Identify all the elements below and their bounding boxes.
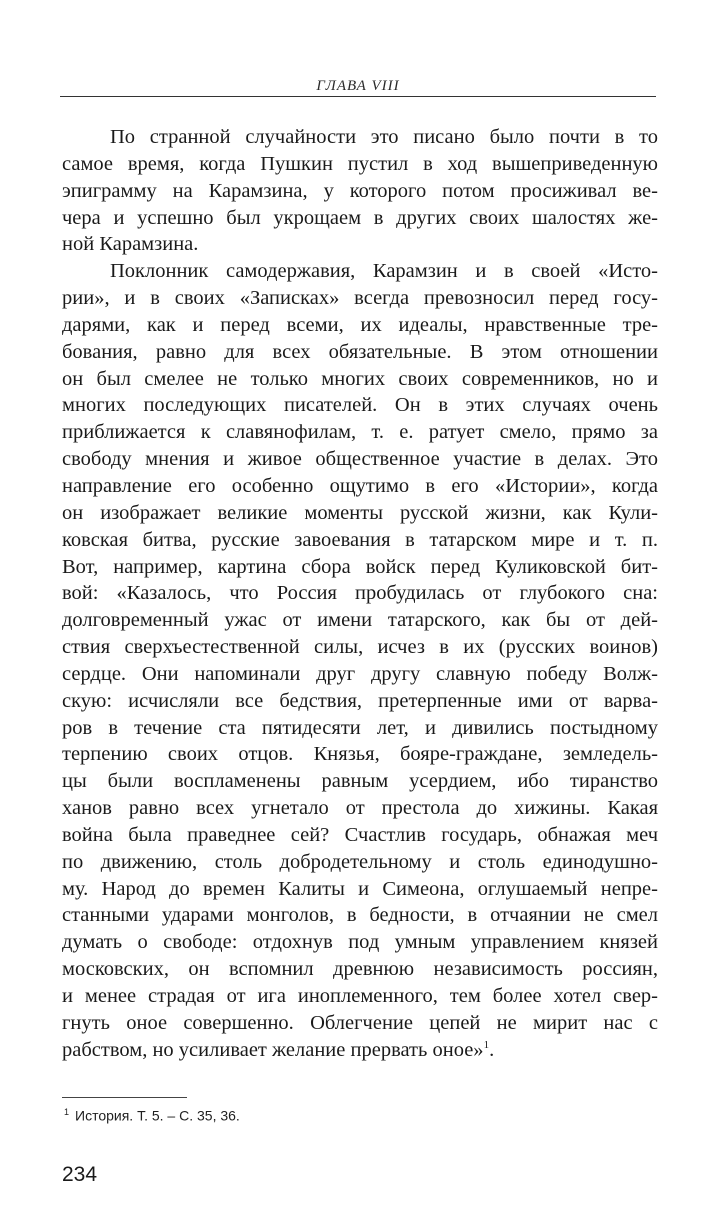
text-line: и менее страдая от ига иноплеменного, тем более хотел свер-: [62, 985, 658, 1007]
text-line: рии», и в своих «Записках» всегда превозносил перед госу-: [62, 287, 658, 310]
text-line: му. Народ до времен Калиты и Симеона, оглушаемый непре-: [62, 877, 658, 900]
final-line-text: рабством, но усиливает желание прервать оное»: [62, 1038, 484, 1061]
text-line: ханов равно всех угнетало от престола до хижины. Какая: [62, 797, 658, 820]
text-line: чера и успешно был укрощаем в других своих шалостях же-: [62, 206, 658, 229]
text-line-final: рабством, но усиливает желание прервать оное»$^1$.: [62, 1038, 495, 1061]
text-line: вой: «Казалось, что Россия пробудилась от глубокого сна:: [62, 582, 658, 605]
text-line: многих последующих писателей. Он в этих случаях очень: [62, 394, 658, 417]
text-line: война была праведнее сей? Счастлив государь, обнажая меч: [62, 823, 658, 846]
footnote-marker: 1: [64, 1107, 70, 1117]
text-line: терпению своих отцов. Князья, бояре-граждане, земледель-: [62, 743, 658, 766]
text-line: думать о свободе: отдохнув под умным управлением князей: [62, 931, 658, 954]
text-line: Вот, например, картина сбора войск перед Куликовской бит-: [62, 555, 658, 578]
text-line: ствия сверхъестественной силы, исчез в их (русских воинов): [62, 636, 658, 659]
text-line: станными ударами монголов, в бедности, в отчаянии не смел: [62, 904, 658, 927]
text-line: московских, он вспомнил древнюю независимость россиян,: [62, 958, 658, 981]
text-line: ковская битва, русские завоевания в татарском мире и т. п.: [62, 528, 658, 551]
footnote-text: История. Т. 5. – С. 35, 36.: [75, 1107, 240, 1124]
text-line: направление его особенно ощутимо в его «Истории», когда: [62, 474, 658, 497]
text-line: он изображает великие моменты русской жизни, как Кули-: [62, 501, 658, 524]
text-line: бования, равно для всех обязательные. В этом отношении: [62, 340, 658, 363]
body-text: [62, 124, 658, 1064]
page-number: 234: [62, 1163, 98, 1186]
running-header: ГЛАВА VIII: [316, 78, 400, 94]
text-line: ров в течение ста пятидесяти лет, и дивились постыдному: [62, 716, 658, 739]
header-rule: [60, 96, 656, 97]
text-line: свободу мнения и живое общественное участие в делах. Это: [62, 448, 658, 471]
text-line: ной Карамзина.: [62, 233, 199, 256]
text-line: дарями, как и перед всеми, их идеалы, нравственные тре-: [62, 313, 658, 336]
text-line: он был смелее не только многих своих современников, но и: [62, 367, 658, 390]
text-line: эпиграмму на Карамзина, у которого потом просиживал ве-: [62, 179, 658, 202]
text-line: гнуть оное совершенно. Облегчение цепей не мирит нас с: [62, 1011, 658, 1034]
footnote: [64, 1107, 240, 1124]
text-line: Поклонник самодержавия, Карамзин и в своей «Исто-: [110, 260, 658, 283]
text-line: самое время, когда Пушкин пустил в ход вышеприведенную: [62, 152, 658, 175]
text-line: по движению, столь добродетельному и столь единодушно-: [62, 850, 658, 873]
text-line: сердце. Они напоминали друг другу славную победу Волж-: [62, 662, 658, 685]
text-line: приближается к славянофилам, т. е. ратует смело, прямо за: [62, 421, 658, 444]
text-line: По странной случайности это писано было почти в то: [110, 126, 658, 148]
text-line: скую: исчисляли все бедствия, претерпенные ими от варва-: [62, 689, 658, 712]
text-line: долговременный ужас от имени татарского, как бы от дей-: [62, 609, 658, 632]
footnote-reference: 1: [483, 1038, 490, 1051]
text-line: цы были воспламенены равным усердием, ибо тиранство: [62, 770, 658, 793]
footnote-rule: [62, 1097, 187, 1098]
